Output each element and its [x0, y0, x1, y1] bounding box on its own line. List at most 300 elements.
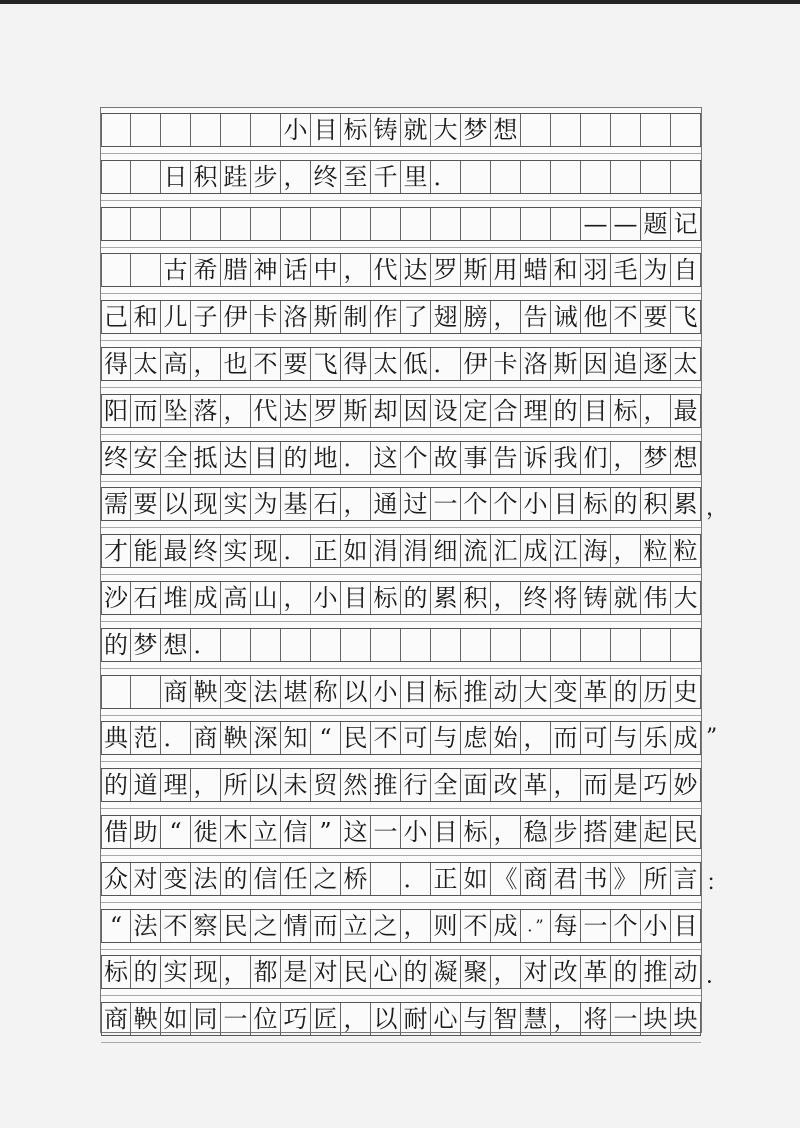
- margin-punctuation: ：: [706, 870, 729, 896]
- grid-cell: 了: [401, 301, 431, 333]
- grid-cell: ．: [281, 535, 311, 567]
- grid-cell: 不: [461, 910, 491, 942]
- grid-cell: 实: [161, 956, 191, 988]
- grid-cell: 小: [641, 910, 671, 942]
- grid-cell: 则: [431, 910, 461, 942]
- margin-punctuation: ，: [706, 496, 729, 522]
- grid-cell: 而: [311, 910, 341, 942]
- grid-cell: [251, 629, 281, 661]
- grid-cell: 实: [221, 535, 251, 567]
- grid-cell: [521, 114, 551, 146]
- essay-grid-row: [101, 441, 701, 475]
- grid-cell: 终: [191, 535, 221, 567]
- grid-cell: 小: [311, 582, 341, 614]
- grid-cell: [341, 629, 371, 661]
- grid-cell: 可: [581, 722, 611, 754]
- grid-cell: ，: [611, 535, 641, 567]
- grid-cell: 斯: [551, 348, 581, 380]
- grid-cell: [131, 254, 161, 286]
- grid-cell: [341, 208, 371, 240]
- grid-cell: 全: [431, 769, 461, 801]
- grid-cell: ，: [341, 254, 371, 286]
- grid-cell: 过: [401, 488, 431, 520]
- grid-cell: 改: [491, 769, 521, 801]
- grid-cell: 心: [431, 1003, 461, 1035]
- grid-cell: 标: [581, 488, 611, 520]
- grid-cell: 的: [551, 395, 581, 427]
- grid-cell: 小: [401, 816, 431, 848]
- grid-cell: 积: [641, 488, 671, 520]
- grid-cell: [191, 114, 221, 146]
- grid-cell: ，: [281, 161, 311, 193]
- grid-cell: 称: [311, 676, 341, 708]
- grid-cell: 个: [611, 910, 641, 942]
- grid-cell: 理: [161, 769, 191, 801]
- grid-cell: 以: [251, 769, 281, 801]
- grid-cell: 每: [551, 910, 581, 942]
- grid-cell: 的: [131, 956, 161, 988]
- grid-cell: 标: [611, 395, 641, 427]
- grid-cell: [281, 629, 311, 661]
- grid-cell: ，: [401, 910, 431, 942]
- top-status-bar: [0, 0, 800, 4]
- grid-cell: 木: [221, 816, 251, 848]
- grid-cell: [581, 629, 611, 661]
- grid-cell: 梦: [131, 629, 161, 661]
- grid-cell: 成: [191, 582, 221, 614]
- grid-cell: 地: [311, 442, 341, 474]
- grid-cell: 斯: [461, 254, 491, 286]
- grid-cell: [521, 161, 551, 193]
- grid-cell: ，: [221, 395, 251, 427]
- grid-cell: 正: [431, 863, 461, 895]
- row-separator-line: [101, 200, 701, 201]
- grid-cell: [461, 161, 491, 193]
- grid-cell: 与: [611, 722, 641, 754]
- grid-cell: 太: [371, 348, 401, 380]
- grid-cell: [551, 629, 581, 661]
- grid-cell: 商: [101, 1003, 131, 1035]
- grid-cell: [671, 629, 701, 661]
- grid-cell: 可: [401, 722, 431, 754]
- grid-cell: 标: [341, 114, 371, 146]
- grid-cell: [671, 161, 701, 193]
- grid-cell: 助: [131, 816, 161, 848]
- grid-cell: 累: [671, 488, 701, 520]
- grid-cell: 和: [551, 254, 581, 286]
- grid-cell: —: [611, 208, 641, 240]
- grid-cell: 与: [461, 1003, 491, 1035]
- grid-cell: ，: [341, 488, 371, 520]
- grid-cell: 面: [461, 769, 491, 801]
- grid-cell: 标: [371, 582, 401, 614]
- grid-cell: 目: [311, 114, 341, 146]
- grid-cell: 行: [401, 769, 431, 801]
- grid-cell: 目: [431, 816, 461, 848]
- grid-cell: 是: [611, 769, 641, 801]
- grid-cell: 道: [131, 769, 161, 801]
- grid-cell: 推: [371, 769, 401, 801]
- grid-cell: [131, 114, 161, 146]
- grid-cell: 块: [671, 1003, 701, 1035]
- grid-cell: 不: [161, 910, 191, 942]
- grid-cell: 就: [401, 114, 431, 146]
- grid-cell: 智: [491, 1003, 521, 1035]
- essay-grid-row: [101, 300, 701, 334]
- grid-cell: 因: [581, 348, 611, 380]
- grid-cell: [671, 114, 701, 146]
- grid-cell: 起: [641, 816, 671, 848]
- grid-cell: 对: [131, 863, 161, 895]
- grid-cell: 巧: [641, 769, 671, 801]
- row-separator-line: [101, 995, 701, 996]
- grid-cell: 乐: [641, 722, 671, 754]
- grid-cell: 飞: [311, 348, 341, 380]
- grid-cell: 目: [251, 442, 281, 474]
- grid-cell: 史: [671, 676, 701, 708]
- grid-cell: 而: [131, 395, 161, 427]
- grid-cell: 个: [461, 488, 491, 520]
- grid-cell: 汇: [491, 535, 521, 567]
- grid-cell: [641, 161, 671, 193]
- grid-cell: 他: [581, 301, 611, 333]
- grid-cell: [611, 629, 641, 661]
- grid-cell: 石: [311, 488, 341, 520]
- grid-cell: 伊: [221, 301, 251, 333]
- grid-cell: 的: [611, 488, 641, 520]
- grid-cell: 民: [341, 722, 371, 754]
- grid-cell: 腊: [221, 254, 251, 286]
- grid-cell: 达: [401, 254, 431, 286]
- grid-cell: 想: [161, 629, 191, 661]
- grid-cell: 典: [101, 722, 131, 754]
- grid-cell: ，: [341, 1003, 371, 1035]
- grid-cell: 大: [431, 114, 461, 146]
- grid-cell: 的: [401, 582, 431, 614]
- grid-cell: [251, 208, 281, 240]
- grid-cell: 一: [611, 1003, 641, 1035]
- grid-cell: 细: [431, 535, 461, 567]
- grid-cell: 对: [311, 956, 341, 988]
- grid-cell: 制: [341, 301, 371, 333]
- row-separator-line: [101, 153, 701, 154]
- grid-cell: 山: [251, 582, 281, 614]
- grid-cell: ，: [221, 956, 251, 988]
- grid-cell: 儿: [161, 301, 191, 333]
- grid-cell: 因: [401, 395, 431, 427]
- grid-cell: [491, 161, 521, 193]
- grid-cell: 鞅: [131, 1003, 161, 1035]
- grid-cell: 诉: [521, 442, 551, 474]
- grid-cell: ，: [491, 301, 521, 333]
- grid-cell: 不: [371, 722, 401, 754]
- grid-cell: 察: [191, 910, 221, 942]
- row-separator-line: [101, 527, 701, 528]
- grid-cell: 《: [491, 863, 521, 895]
- grid-cell: 巧: [281, 1003, 311, 1035]
- row-separator-line: [101, 621, 701, 622]
- grid-cell: 动: [671, 956, 701, 988]
- essay-grid-row: [101, 581, 701, 615]
- grid-cell: 建: [611, 816, 641, 848]
- grid-cell: [311, 629, 341, 661]
- grid-cell: 之: [251, 910, 281, 942]
- grid-cell: 斯: [311, 301, 341, 333]
- grid-cell: “: [101, 910, 131, 942]
- row-separator-line: [101, 293, 701, 294]
- grid-cell: 得: [101, 348, 131, 380]
- grid-cell: ，: [281, 582, 311, 614]
- grid-cell: [101, 676, 131, 708]
- grid-cell: ，: [491, 956, 521, 988]
- grid-cell: 革: [581, 956, 611, 988]
- grid-cell: [371, 863, 401, 895]
- grid-cell: 用: [491, 254, 521, 286]
- grid-cell: 目: [581, 395, 611, 427]
- grid-cell: 得: [341, 348, 371, 380]
- row-separator-line: [101, 715, 701, 716]
- grid-cell: 通: [371, 488, 401, 520]
- grid-cell: 这: [371, 442, 401, 474]
- grid-cell: [371, 629, 401, 661]
- grid-cell: 达: [281, 395, 311, 427]
- grid-cell: 法: [251, 676, 281, 708]
- essay-grid-row: [101, 1002, 701, 1036]
- grid-cell: 之: [371, 910, 401, 942]
- grid-cell: [581, 161, 611, 193]
- grid-cell: 鞅: [221, 722, 251, 754]
- grid-cell: 告: [491, 442, 521, 474]
- grid-cell: 流: [461, 535, 491, 567]
- grid-cell: ，: [521, 722, 551, 754]
- grid-cell: 徙: [191, 816, 221, 848]
- grid-cell: [521, 629, 551, 661]
- grid-cell: 海: [581, 535, 611, 567]
- grid-cell: ，: [551, 1003, 581, 1035]
- grid-cell: 坠: [161, 395, 191, 427]
- grid-cell: 心: [371, 956, 401, 988]
- grid-cell: 情: [281, 910, 311, 942]
- grid-cell: 想: [491, 114, 521, 146]
- grid-cell: 基: [281, 488, 311, 520]
- row-separator-line: [101, 808, 701, 809]
- grid-cell: 需: [101, 488, 131, 520]
- grid-cell: 聚: [461, 956, 491, 988]
- grid-cell: 卡: [491, 348, 521, 380]
- grid-cell: 铸: [581, 582, 611, 614]
- grid-cell: 定: [461, 395, 491, 427]
- grid-cell: —: [581, 208, 611, 240]
- grid-cell: 逐: [641, 348, 671, 380]
- grid-cell: 的: [281, 442, 311, 474]
- grid-cell: 罗: [431, 254, 461, 286]
- grid-cell: 低: [401, 348, 431, 380]
- grid-cell: 落: [191, 395, 221, 427]
- essay-grid-row: [101, 721, 701, 755]
- grid-cell: 民: [341, 956, 371, 988]
- grid-cell: 现: [251, 535, 281, 567]
- grid-cell: 始: [491, 722, 521, 754]
- grid-cell: [401, 208, 431, 240]
- grid-cell: 大: [521, 676, 551, 708]
- grid-cell: 己: [101, 301, 131, 333]
- grid-cell: 高: [161, 348, 191, 380]
- grid-cell: [101, 161, 131, 193]
- grid-cell: [161, 114, 191, 146]
- grid-cell: 鞅: [191, 676, 221, 708]
- grid-cell: 古: [161, 254, 191, 286]
- grid-cell: 变: [221, 676, 251, 708]
- grid-cell: 一: [371, 816, 401, 848]
- grid-cell: 而: [581, 769, 611, 801]
- grid-cell: 抵: [191, 442, 221, 474]
- grid-cell: 实: [221, 488, 251, 520]
- grid-cell: 故: [431, 442, 461, 474]
- row-separator-line: [101, 1042, 701, 1043]
- grid-cell: 如: [161, 1003, 191, 1035]
- essay-grid-row: [101, 253, 701, 287]
- grid-cell: 任: [281, 863, 311, 895]
- grid-cell: 涓: [371, 535, 401, 567]
- grid-cell: 信: [281, 816, 311, 848]
- grid-cell: 商: [191, 722, 221, 754]
- grid-cell: [551, 208, 581, 240]
- grid-cell: 要: [641, 301, 671, 333]
- grid-cell: [131, 208, 161, 240]
- grid-cell: 匠: [311, 1003, 341, 1035]
- grid-cell: [611, 114, 641, 146]
- grid-cell: [581, 114, 611, 146]
- grid-cell: 凝: [431, 956, 461, 988]
- grid-cell: 法: [131, 910, 161, 942]
- grid-cell: 题: [641, 208, 671, 240]
- grid-cell: 推: [461, 676, 491, 708]
- grid-cell: [131, 676, 161, 708]
- grid-cell: 慧: [521, 1003, 551, 1035]
- grid-cell: 目: [401, 676, 431, 708]
- grid-cell: 大: [671, 582, 701, 614]
- grid-cell: [191, 208, 221, 240]
- essay-grid-row: [101, 815, 701, 849]
- row-separator-line: [101, 574, 701, 575]
- grid-cell: 个: [401, 442, 431, 474]
- grid-cell: 成: [491, 910, 521, 942]
- essay-title-row: [101, 113, 701, 147]
- grid-cell: 也: [221, 348, 251, 380]
- grid-cell: 堪: [281, 676, 311, 708]
- grid-cell: 千: [371, 161, 401, 193]
- grid-cell: 石: [131, 582, 161, 614]
- grid-cell: 毛: [611, 254, 641, 286]
- grid-cell: 个: [491, 488, 521, 520]
- grid-cell: [491, 629, 521, 661]
- grid-cell: 推: [641, 956, 671, 988]
- grid-cell: 终: [101, 442, 131, 474]
- grid-cell: 沙: [101, 582, 131, 614]
- grid-cell: 羽: [581, 254, 611, 286]
- grid-cell: [461, 208, 491, 240]
- grid-cell: 卡: [251, 301, 281, 333]
- grid-cell: ．: [161, 722, 191, 754]
- grid-cell: 粒: [641, 535, 671, 567]
- grid-cell: 众: [101, 863, 131, 895]
- grid-cell: 希: [191, 254, 221, 286]
- grid-cell: 立: [341, 910, 371, 942]
- grid-cell: 膀: [461, 301, 491, 333]
- grid-cell: 之: [311, 863, 341, 895]
- grid-cell: 的: [401, 956, 431, 988]
- grid-cell: 目: [551, 488, 581, 520]
- grid-cell: 为: [251, 488, 281, 520]
- grid-cell: 改: [551, 956, 581, 988]
- grid-cell: 不: [251, 348, 281, 380]
- grid-cell: 的: [101, 629, 131, 661]
- grid-cell: 同: [191, 1003, 221, 1035]
- grid-cell: 目: [341, 582, 371, 614]
- grid-cell: [101, 254, 131, 286]
- grid-cell: [131, 161, 161, 193]
- grid-cell: 日: [161, 161, 191, 193]
- grid-cell: 标: [431, 676, 461, 708]
- grid-cell: 革: [521, 769, 551, 801]
- grid-cell: 都: [251, 956, 281, 988]
- grid-cell: 虑: [461, 722, 491, 754]
- grid-cell: 太: [131, 348, 161, 380]
- grid-cell: 才: [101, 535, 131, 567]
- grid-cell: 高: [221, 582, 251, 614]
- grid-cell: [371, 208, 401, 240]
- essay-grid-row: [101, 207, 701, 241]
- grid-cell: 跬: [221, 161, 251, 193]
- margin-punctuation: ”: [706, 725, 718, 751]
- grid-cell: 未: [281, 769, 311, 801]
- grid-cell: 言: [671, 863, 701, 895]
- grid-cell: 将: [581, 1003, 611, 1035]
- grid-cell: 累: [431, 582, 461, 614]
- grid-cell: 书: [581, 863, 611, 895]
- grid-cell: 翅: [431, 301, 461, 333]
- grid-cell: 耐: [401, 1003, 431, 1035]
- grid-cell: 要: [281, 348, 311, 380]
- grid-cell: 以: [341, 676, 371, 708]
- essay-grid-row: [101, 862, 701, 896]
- grid-cell: [221, 114, 251, 146]
- grid-cell: 稳: [521, 816, 551, 848]
- grid-cell: 动: [491, 676, 521, 708]
- grid-cell: 变: [551, 676, 581, 708]
- row-separator-line: [101, 949, 701, 950]
- grid-cell: 以: [371, 1003, 401, 1035]
- grid-cell: 君: [551, 863, 581, 895]
- grid-cell: 的: [611, 956, 641, 988]
- grid-cell: 一: [431, 488, 461, 520]
- grid-cell: 理: [521, 395, 551, 427]
- grid-cell: 洛: [281, 301, 311, 333]
- margin-punctuation: ．: [706, 964, 729, 990]
- grid-cell: 最: [161, 535, 191, 567]
- grid-cell: 伊: [461, 348, 491, 380]
- grid-cell: [101, 114, 131, 146]
- grid-cell: 贸: [311, 769, 341, 801]
- grid-cell: 事: [461, 442, 491, 474]
- grid-cell: [281, 208, 311, 240]
- essay-grid-row: [101, 909, 701, 943]
- grid-cell: 想: [671, 442, 701, 474]
- row-separator-line: [101, 340, 701, 341]
- grid-cell: 太: [671, 348, 701, 380]
- grid-cell: 步: [251, 161, 281, 193]
- grid-cell: 以: [161, 488, 191, 520]
